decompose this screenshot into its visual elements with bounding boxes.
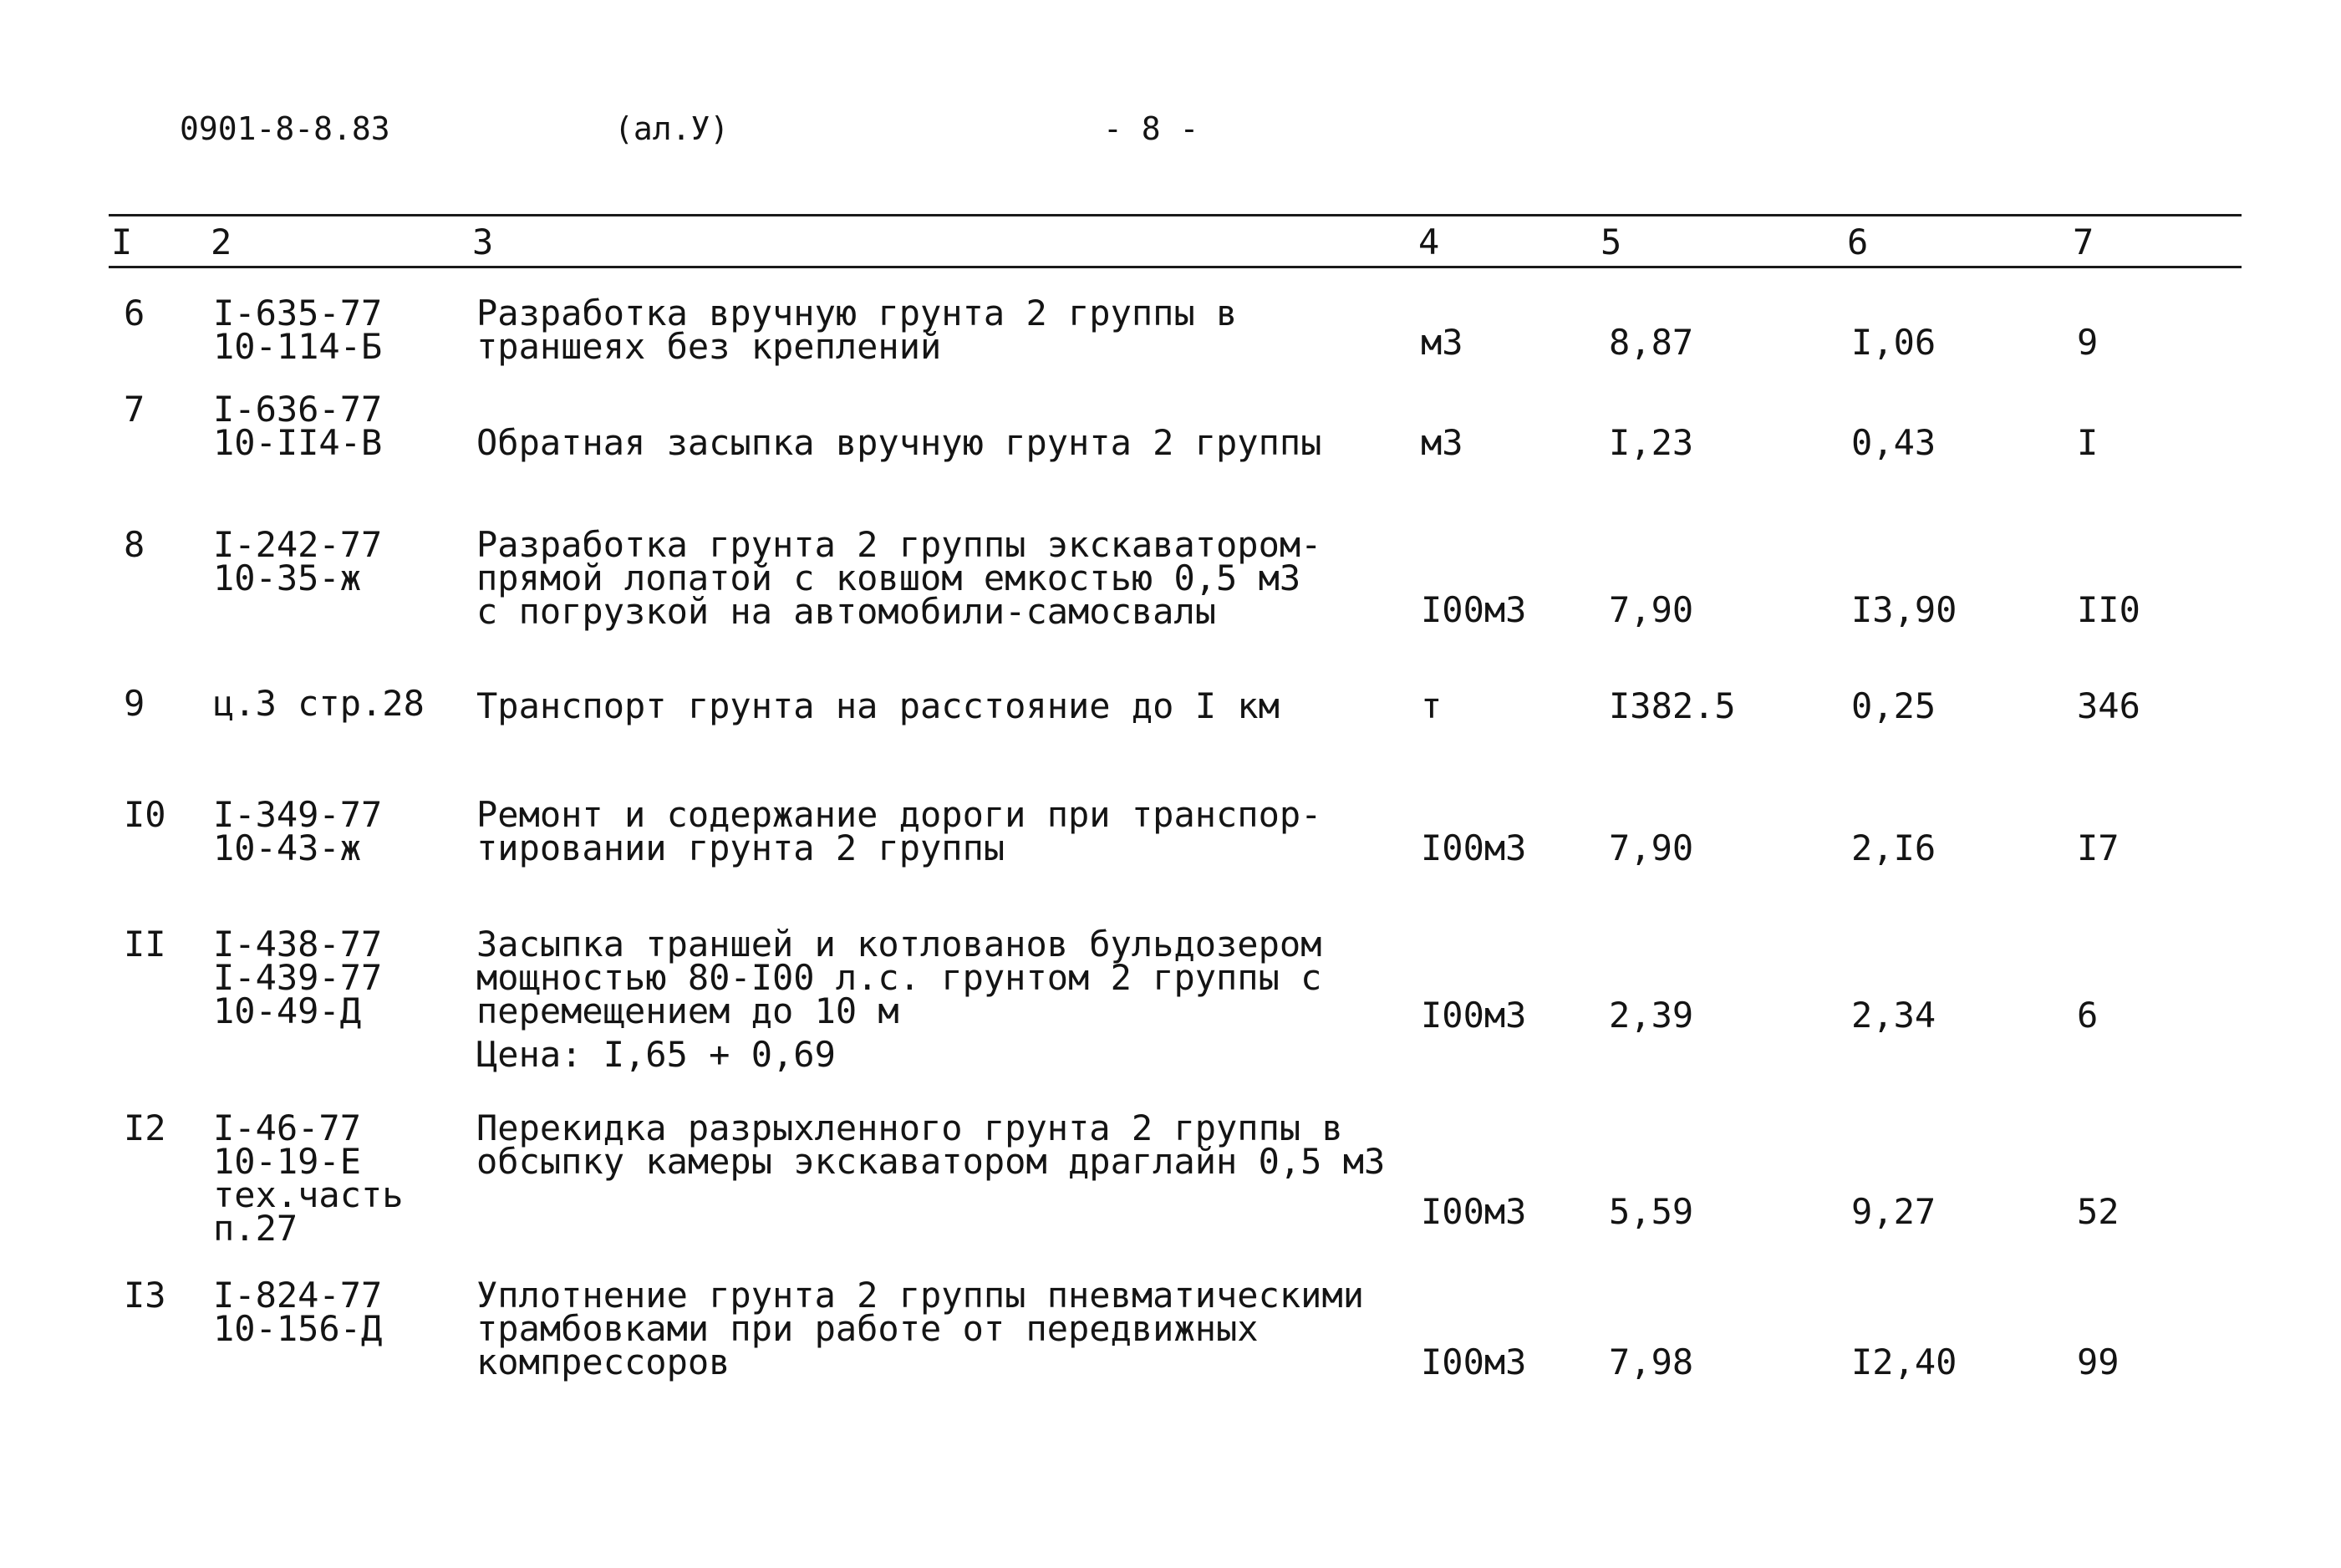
norm-code: тех.часть — [213, 1174, 404, 1215]
norm-codes — [213, 794, 383, 868]
row-number: I2 — [124, 1107, 166, 1148]
norm-code: 10-156-Д — [213, 1308, 383, 1349]
total-cell: I7 — [2077, 827, 2120, 868]
norm-code: I-635-77 — [213, 293, 383, 333]
quantity-cell: I,23 — [1609, 422, 1694, 463]
norm-code: 10-35-ж — [213, 557, 362, 598]
table-header-rule — [109, 266, 2242, 268]
work-description — [476, 1275, 1365, 1382]
unit-cell: I00м3 — [1421, 1191, 1527, 1232]
column-header-4: 4 — [1418, 221, 1440, 262]
work-description — [476, 924, 1322, 1075]
description-line: с погрузкой на автомобили-самосвалы — [476, 591, 1217, 632]
quantity-cell: 7,90 — [1609, 827, 1694, 868]
norm-codes — [213, 683, 425, 724]
norm-code: I-349-77 — [213, 794, 383, 835]
work-description — [476, 524, 1322, 632]
unit-cell: I00м3 — [1421, 589, 1527, 630]
column-header-6: 6 — [1847, 221, 1869, 262]
norm-codes — [213, 1275, 383, 1349]
document-code: 0901-8-8.83 — [180, 110, 390, 147]
norm-code: I-636-77 — [213, 389, 383, 430]
unit-cost-cell: 0,25 — [1851, 685, 1936, 726]
unit-cell: I00м3 — [1421, 827, 1527, 868]
page-number: - 8 - — [1103, 110, 1199, 147]
description-line: Перекидка разрыхленного грунта 2 группы в — [476, 1107, 1343, 1148]
total-cell: 99 — [2077, 1341, 2120, 1382]
work-description — [476, 293, 1238, 367]
quantity-cell: 8,87 — [1609, 322, 1694, 363]
quantity-cell: I382.5 — [1609, 685, 1736, 726]
column-header-3: 3 — [472, 221, 494, 262]
description-line: траншеях без креплений — [476, 326, 942, 367]
total-cell: 9 — [2077, 322, 2099, 363]
norm-codes — [213, 389, 383, 463]
description-line: Разработка вручную грунта 2 группы в — [476, 293, 1238, 333]
row-number: I3 — [124, 1275, 166, 1316]
column-header-2: 2 — [211, 221, 232, 262]
description-line: трамбовками при работе от передвижных — [476, 1308, 1259, 1349]
column-header-1: I — [111, 221, 133, 262]
unit-cell: I00м3 — [1421, 995, 1527, 1036]
description-line: Обратная засыпка вручную грунта 2 группы — [476, 422, 1322, 463]
unit-cost-cell: I,06 — [1851, 322, 1936, 363]
unit-cell: т — [1421, 685, 1443, 726]
norm-code: I-46-77 — [213, 1107, 362, 1148]
unit-cell: м3 — [1421, 422, 1463, 463]
column-header-5: 5 — [1601, 221, 1622, 262]
description-line: Ремонт и содержание дороги при транспор- — [476, 794, 1322, 835]
work-description — [476, 685, 1280, 726]
description-line: Засыпка траншей и котлованов бульдозером — [476, 924, 1322, 965]
row-number: 9 — [124, 683, 145, 724]
description-line: мощностью 80-I00 л.с. грунтом 2 группы с — [476, 957, 1322, 998]
quantity-cell: 2,39 — [1609, 995, 1694, 1036]
total-cell: II0 — [2077, 589, 2140, 630]
description-line: тировании грунта 2 группы — [476, 827, 1005, 868]
description-line: компрессоров — [476, 1341, 730, 1382]
norm-code: 10-114-Б — [213, 326, 383, 367]
norm-code: п.27 — [213, 1208, 298, 1249]
norm-code: 10-49-Д — [213, 990, 362, 1031]
norm-codes — [213, 524, 383, 598]
price-note: Цена: I,65 + 0,69 — [476, 1034, 836, 1075]
unit-cost-cell: I3,90 — [1851, 589, 1957, 630]
row-number: 7 — [124, 389, 145, 430]
column-header-7: 7 — [2073, 221, 2094, 262]
unit-cost-cell: 9,27 — [1851, 1191, 1936, 1232]
unit-cost-cell: 0,43 — [1851, 422, 1936, 463]
norm-code: 10-II4-В — [213, 422, 383, 463]
row-number: I0 — [124, 794, 166, 835]
norm-codes — [213, 924, 383, 1031]
norm-codes — [213, 293, 383, 367]
description-line: Транспорт грунта на расстояние до I км — [476, 685, 1280, 726]
norm-code: I-438-77 — [213, 924, 383, 965]
norm-code: 10-43-ж — [213, 827, 362, 868]
norm-code: I-439-77 — [213, 957, 383, 998]
description-line: Уплотнение грунта 2 группы пневматическими — [476, 1275, 1365, 1316]
description-line: Разработка грунта 2 группы экскаватором- — [476, 524, 1322, 565]
norm-code: I-824-77 — [213, 1275, 383, 1316]
norm-code: 10-19-Е — [213, 1141, 362, 1182]
total-cell: 52 — [2077, 1191, 2120, 1232]
unit-cost-cell: I2,40 — [1851, 1341, 1957, 1382]
quantity-cell: 7,98 — [1609, 1341, 1694, 1382]
total-cell: I — [2077, 422, 2099, 463]
description-line: обсыпку камеры экскаватором драглайн 0,5 м3 — [476, 1141, 1386, 1182]
total-cell: 346 — [2077, 685, 2140, 726]
description-line: перемещением до 10 м — [476, 990, 899, 1031]
table-top-rule — [109, 214, 2242, 216]
row-number: 8 — [124, 524, 145, 565]
norm-code: ц.3 стр.28 — [213, 683, 425, 724]
unit-cell: м3 — [1421, 322, 1463, 363]
norm-codes — [213, 1107, 404, 1249]
album-label: (ал.У) — [614, 110, 730, 147]
work-description — [476, 422, 1322, 463]
unit-cell: I00м3 — [1421, 1341, 1527, 1382]
description-line: прямой лопатой с ковшом емкостью 0,5 м3 — [476, 557, 1301, 598]
work-description — [476, 1107, 1386, 1182]
work-description — [476, 794, 1322, 868]
total-cell: 6 — [2077, 995, 2099, 1036]
unit-cost-cell: 2,34 — [1851, 995, 1936, 1036]
norm-code: I-242-77 — [213, 524, 383, 565]
unit-cost-cell: 2,I6 — [1851, 827, 1936, 868]
quantity-cell: 5,59 — [1609, 1191, 1694, 1232]
row-number: 6 — [124, 293, 145, 333]
quantity-cell: 7,90 — [1609, 589, 1694, 630]
row-number: II — [124, 924, 166, 965]
